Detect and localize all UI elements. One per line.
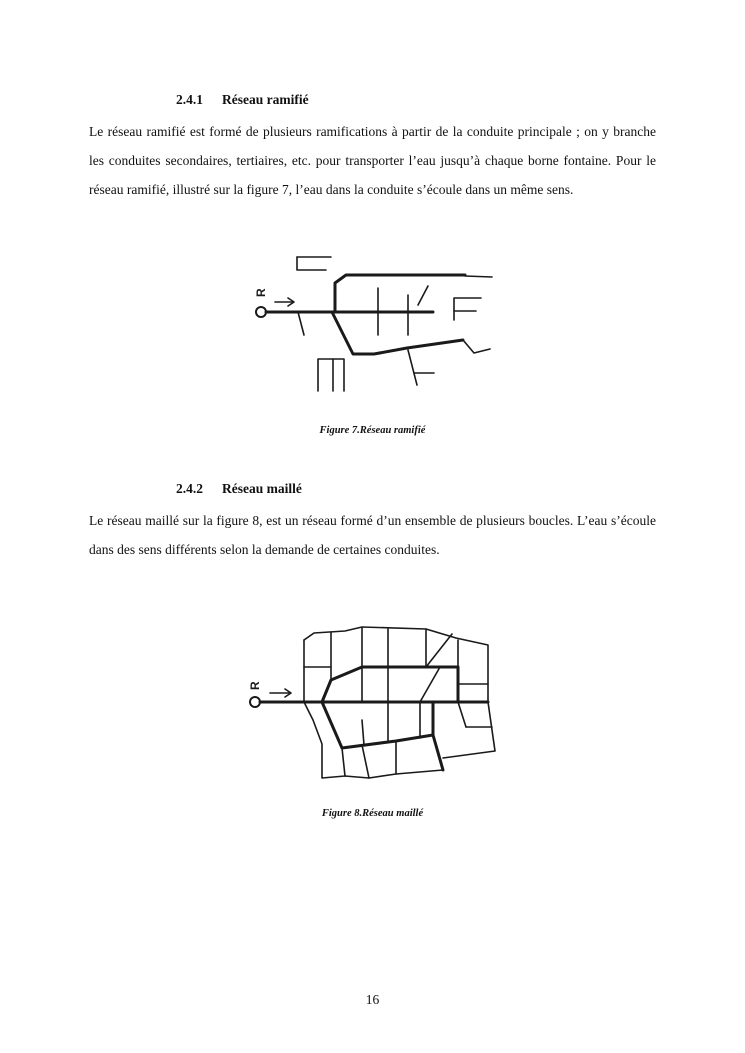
paragraph-ramifie: Le réseau ramifié est formé de plusieurs ramifications à partir de la conduite principale ; on y branche les conduites secondaires, tertiaires, etc. pour transporter l’eau jusqu’à chaque borne fontaine. Pour le réseau ramifié, illustré sur la figure 7, l’eau dans la conduite s’écoule dans un même sens.	[89, 124, 656, 197]
flow-arrow-icon	[275, 298, 294, 306]
figure-7-caption: Figure 7.Réseau ramifié	[319, 425, 426, 436]
source-label: R	[254, 288, 268, 297]
section-title: Réseau maillé	[222, 481, 302, 496]
flow-arrow-icon	[270, 689, 291, 697]
section-heading-maille	[176, 481, 302, 497]
paragraph-maille: Le réseau maillé sur la figure 8, est un réseau formé d’un ensemble de plusieurs boucles. L’eau s’écoule dans des sens différents selon la demande de certaines conduites.	[89, 513, 656, 557]
main-conduit	[260, 667, 488, 770]
main-conduit	[266, 275, 465, 354]
secondary-conduits	[297, 257, 492, 391]
section-number: 2.4.2	[176, 481, 203, 496]
source-label: R	[248, 681, 262, 690]
section-title: Réseau ramifié	[222, 92, 309, 107]
figure-8-caption: Figure 8.Réseau maillé	[321, 808, 424, 819]
section-heading-ramifie	[176, 92, 309, 108]
page-number: 16	[365, 992, 380, 1007]
figure-reseau-maille	[0, 620, 745, 790]
figure-reseau-ramifie	[0, 240, 745, 400]
section-number: 2.4.1	[176, 92, 203, 107]
